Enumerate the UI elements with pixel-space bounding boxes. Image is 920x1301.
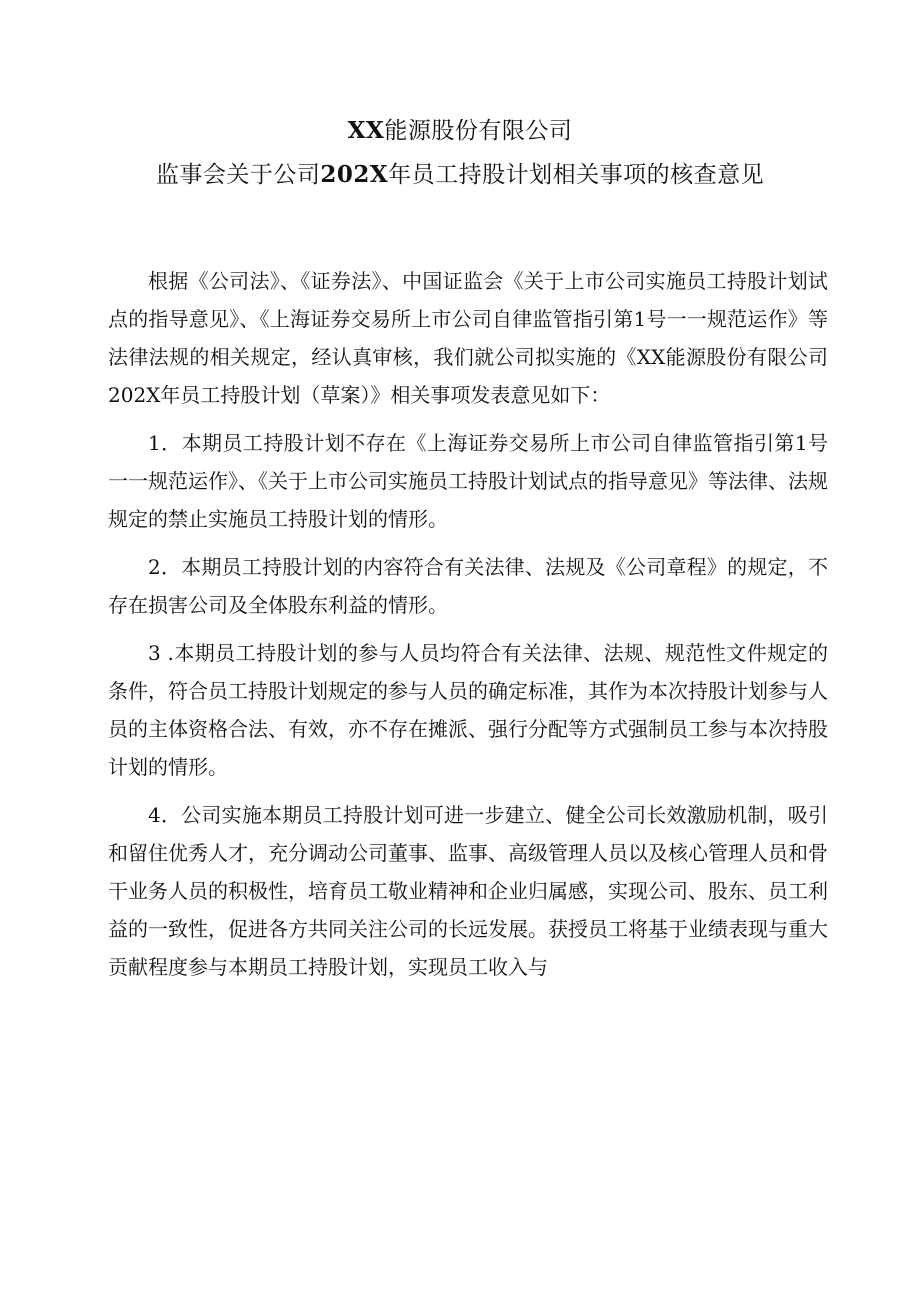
title-company-prefix: XX — [347, 117, 385, 144]
paragraph-item-1: 1．本期员工持股计划不存在《上海证券交易所上市公司自律监管指引第1号一一规范运作》、《关于上市公司实施员工持股计划试点的指导意见》等法律、法规规定的禁止实施员工持股计划的情形。 — [108, 431, 828, 531]
paragraph-item-3: 3 .本期员工持股计划的参与人员均符合有关法律、法规、规范性文件规定的条件，符合员工持股计划规定的参与人员的确定标准，其作为本次持股计划参与人员的主体资格合法、有效，亦不存在摊派、强行分配等方式强制员工参与本次持股计划的情形。 — [108, 641, 828, 779]
title-subject-post: 年员工持股计划相关事项的核查意见 — [388, 162, 765, 188]
document-body — [108, 262, 828, 996]
paragraph-item-2: 2．本期员工持股计划的内容符合有关法律、法规及《公司章程》的规定，不存在损害公司及全体股东利益的情形。 — [108, 555, 828, 617]
title-company-name: 能源股份有限公司 — [384, 118, 573, 144]
paragraph-item-4: 4．公司实施本期员工持股计划可进一步建立、健全公司长效激励机制，吸引和留住优秀人才，充分调动公司董事、监事、高级管理人员以及核心管理人员和骨干业务人员的积极性，培育员工敬业精神和企业归属感，实现公司、股东、员工利益的一致性，促进各方共同关注公司的长远发展。获授员工将基于业绩表现与重大贡献程度参与本期员工持股计划，实现员工收入与 — [108, 803, 828, 979]
paragraph-intro: 根据《公司法》、《证券法》、中国证监会《关于上市公司实施员工持股计划试点的指导意见》、《上海证券交易所上市公司自律监管指引第1号一一规范运作》等法律法规的相关规定，经认真审核，我们就公司拟实施的《XX能源股份有限公司202X年员工持股计划（草案）》相关事项发表意见如下： — [108, 269, 828, 407]
title-subject-year: 202X — [320, 161, 389, 188]
title-subject-pre: 监事会关于公司 — [155, 162, 321, 188]
document-title — [0, 118, 920, 188]
title-line-company — [0, 118, 920, 144]
title-line-subject — [0, 162, 920, 188]
